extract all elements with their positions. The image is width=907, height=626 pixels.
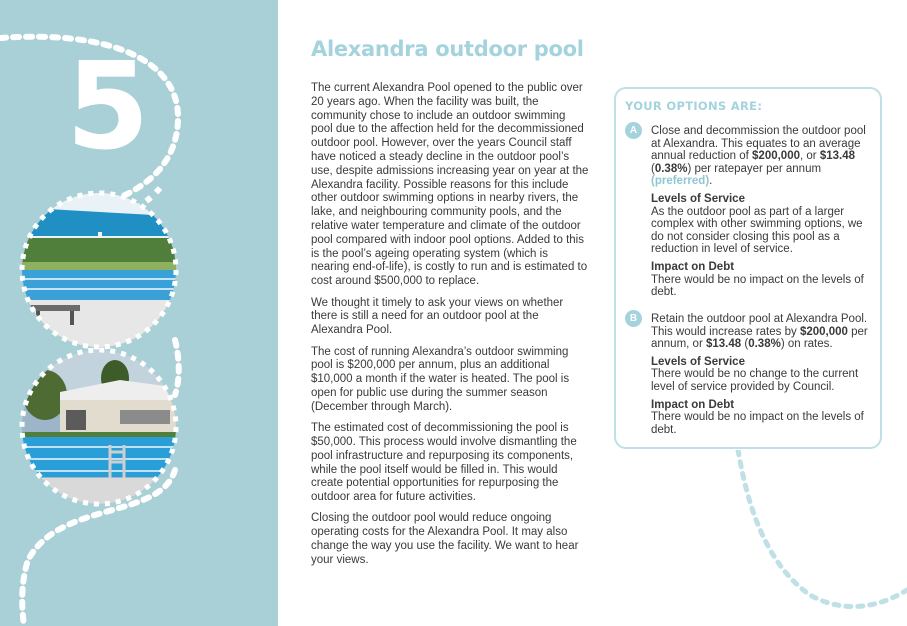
section-number: 5	[66, 38, 148, 177]
option-b-description	[651, 313, 873, 351]
option-a-amount: $200,000	[752, 150, 800, 163]
page-title: Alexandra outdoor pool	[311, 37, 584, 61]
option-b-percent: 0.38%	[748, 338, 781, 351]
option-a-debt-heading: Impact on Debt	[651, 260, 735, 273]
body-paragraph: The cost of running Alexandra’s outdoor swimming pool is $200,000 per annum, plus an additional $10,000 a month if the water is heated. The pool is open for public use during the summer season (December through March).	[311, 345, 570, 413]
option-b-text: (	[741, 338, 749, 351]
option-b-los-text: There would be no change to the current level of service provided by Council.	[651, 368, 859, 393]
body-paragraph: Closing the outdoor pool would reduce ongoing operating costs for the Alexandra Pool. It may also change the way you use the facility. We want to hear your views.	[311, 512, 579, 566]
option-a-per-ratepayer: $13.48	[819, 150, 855, 163]
option-b-debt-heading: Impact on Debt	[651, 398, 735, 411]
body-paragraph: The current Alexandra Pool opened to the public over 20 years ago. When the facility was built, the community chose to include an outdoor swimming pool due to the affection held for the decommissioned outdoor pool. However, over the years Council staff have noticed a steady decline in the outdoor pool’s use, despite admissions increasing year on year at the Alexandra facility. Possible reasons for this include other outdoor swimming options in nearby rivers, the lake, and neighbouring community pools, and the relative water temperature and climate of the outdoor pool compared with indoor pool options. Added to this is the pool’s ageing operating system (which is nearing end-of-life), is costly to run and is estimated to cost around $500,000 to replace.	[311, 82, 589, 288]
option-b-per-ratepayer: $13.48	[705, 338, 742, 351]
body-paragraph: We thought it timely to ask your views on whether there is still a need for an outdoor pool at the Alexandra Pool.	[311, 296, 564, 337]
option-a-text: ) per ratepayer per annum	[687, 162, 822, 175]
option-a-los-text: As the outdoor pool as part of a larger complex with other swimming options, we do not consider closing this pool as a reduction in level of service.	[651, 205, 863, 256]
option-b-text: ) on rates.	[780, 338, 833, 351]
dotted-curve-decoration	[700, 450, 907, 626]
option-b-debt-text: There would be no impact on the levels of debt.	[651, 411, 864, 436]
option-a-intro: Close and decommission the outdoor pool at Alexandra. This equates to an average annual reduction of	[651, 125, 866, 163]
option-b-badge: B	[625, 310, 642, 327]
body-text	[311, 82, 589, 575]
sidebar-panel	[0, 0, 278, 626]
option-a	[651, 125, 873, 299]
option-a-text: , or	[800, 150, 820, 163]
body-paragraph: The estimated cost of decommissioning the pool is $50,000. This process would involve dismantling the pool infrastructure and repurposing its components, while the pool itself would be filled in. This would create potential opportunities for repurposing the outdoor area for future activities.	[311, 422, 577, 504]
option-a-description	[651, 125, 873, 188]
options-heading: YOUR OPTIONS ARE:	[625, 99, 763, 113]
option-a-text: .	[709, 175, 713, 188]
options-box	[614, 87, 882, 449]
option-a-text: (	[651, 162, 655, 175]
option-b-los-heading: Levels of Service	[651, 355, 745, 368]
option-a-debt-text: There would be no impact on the levels of debt.	[651, 273, 864, 299]
option-a-los-heading: Levels of Service	[651, 192, 745, 205]
option-b-amount: $200,000	[799, 325, 848, 338]
preferred-label: (preferred)	[651, 175, 710, 188]
option-a-badge: A	[625, 122, 642, 139]
option-a-percent: 0.38%	[654, 162, 688, 175]
option-b	[651, 313, 873, 436]
option-b-intro: Retain the outdoor pool at Alexandra Pool. This would increase rates by	[651, 313, 868, 338]
option-b-text: per annum, or	[651, 325, 868, 351]
